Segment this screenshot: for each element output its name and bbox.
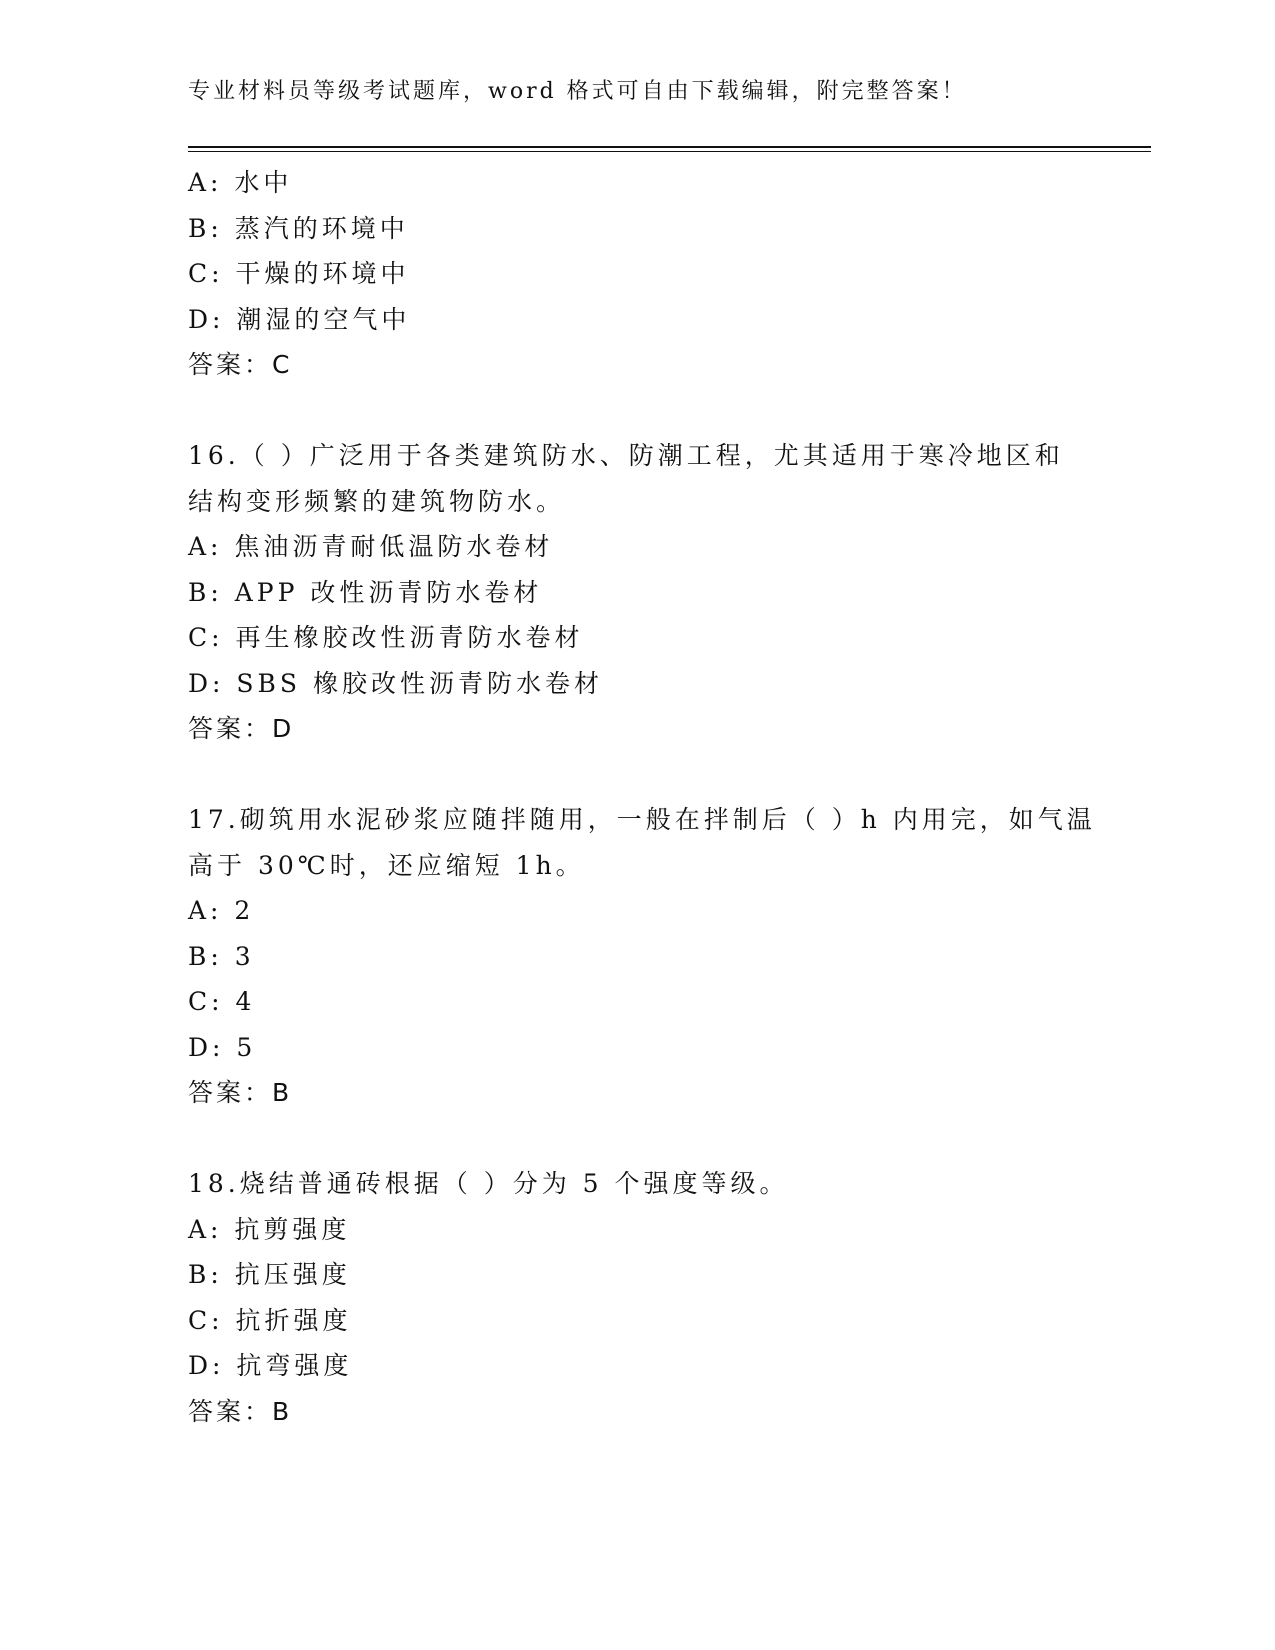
question-stem-line-2: 结构变形频繁的建筑物防水。 [188,486,566,516]
option-b: B: 3 [188,941,255,971]
option-c: C: 抗折强度 [188,1305,352,1335]
question-16 [188,433,1088,752]
spacer [188,1116,1088,1162]
question-list [188,160,1096,1434]
question-stem-line-2: 高于 30℃时，还应缩短 1h。 [188,850,585,880]
option-d: D: 潮湿的空气中 [188,304,411,334]
option-d: D: 5 [188,1032,257,1062]
option-a: A: 2 [188,896,255,925]
question-stem-line-1: 16.（ ）广泛用于各类建筑防水、防潮工程，尤其适用于寒冷地区和 [188,441,1064,470]
option-b: B: APP 改性沥青防水卷材 [188,577,543,607]
option-c: C: 干燥的环境中 [188,259,410,288]
option-b: B: 蒸汽的环境中 [188,213,409,243]
option-c: C: 4 [188,987,256,1016]
answer: 答案：C [188,350,293,379]
spacer [188,388,1088,434]
question-15 [188,160,1088,388]
header-rule-secondary [188,151,1151,152]
option-a: A: 焦油沥青耐低温防水卷材 [188,532,554,561]
page-header: 专业材料员等级考试题库，word 格式可自由下载编辑，附完整答案！ [188,79,967,104]
option-d: D: SBS 橡胶改性沥青防水卷材 [188,668,603,698]
header-rule [188,146,1151,148]
option-d: D: 抗弯强度 [188,1351,353,1380]
option-a: A: 水中 [188,168,293,197]
question-stem-line-1: 17.砌筑用水泥砂浆应随拌随用，一般在拌制后（ ）h 内用完，如气温 [188,805,1096,834]
option-b: B: 抗压强度 [188,1260,351,1289]
option-c: C: 再生橡胶改性沥青防水卷材 [188,623,584,652]
answer: 答案：B [188,1078,293,1107]
question-stem-line-1: 18.烧结普通砖根据（ ）分为 5 个强度等级。 [188,1169,789,1198]
question-17 [188,797,1096,1116]
spacer [188,752,1088,798]
option-a: A: 抗剪强度 [188,1214,351,1244]
question-18 [188,1161,1088,1434]
answer: 答案：D [188,714,295,743]
answer: 答案：B [188,1396,293,1426]
